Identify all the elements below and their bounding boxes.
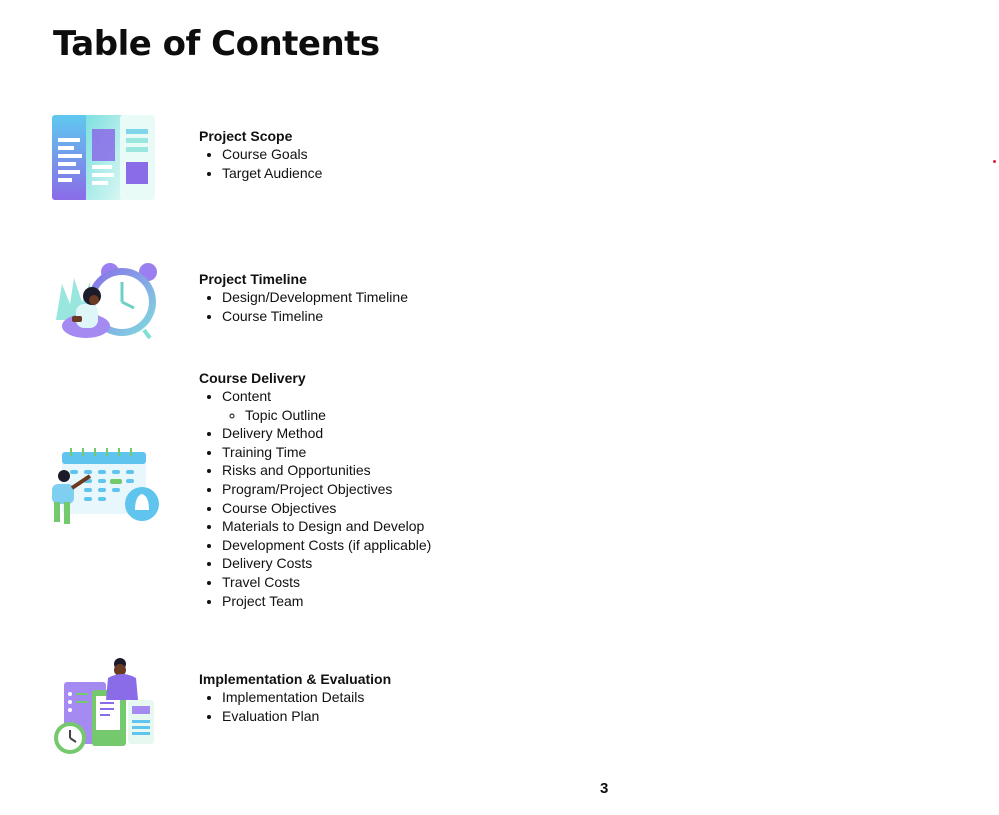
list-item: • Target Audience (222, 164, 322, 183)
toc-section-implementation-evaluation (199, 670, 391, 725)
list-item: • Course Timeline (222, 307, 408, 326)
list-item: • Delivery Method (222, 424, 431, 443)
list-item: • Materials to Design and Develop (222, 517, 431, 536)
list-item: • Design/Development Timeline (222, 288, 408, 307)
toc-section-course-delivery (199, 369, 431, 610)
section-item-list (199, 145, 322, 182)
sub-item-list (222, 406, 431, 425)
page-title: Table of Contents (53, 24, 380, 64)
calendar-person-icon (48, 448, 162, 528)
section-item-list (199, 688, 391, 725)
list-item: • Risks and Opportunities (222, 461, 431, 480)
sub-list-item: ◦ Topic Outline (245, 406, 431, 425)
toc-section-project-scope (199, 127, 322, 182)
section-heading: Implementation & Evaluation (199, 671, 392, 687)
list-item: • Travel Costs (222, 573, 431, 592)
list-item: • Training Time (222, 443, 431, 462)
list-item: • Evaluation Plan (222, 707, 391, 726)
list-item: • Course Objectives (222, 499, 431, 518)
list-item-label: Content (222, 388, 272, 404)
checklist-clock-person-icon (52, 656, 158, 756)
list-item: • Implementation Details (222, 688, 391, 707)
section-heading: Project Timeline (199, 271, 307, 287)
alarm-clock-person-icon (52, 260, 160, 342)
section-heading: Course Delivery (199, 370, 306, 386)
list-item: • Program/Project Objectives (222, 480, 431, 499)
list-item: • Course Goals (222, 145, 322, 164)
toc-section-project-timeline (199, 270, 408, 325)
list-item: • Project Team (222, 592, 431, 611)
list-item: • Delivery Costs (222, 554, 431, 573)
section-heading: Project Scope (199, 128, 293, 144)
page-number: 3 (600, 780, 609, 797)
documents-layout-icon (52, 115, 156, 201)
section-item-list (199, 288, 408, 325)
section-item-list (199, 387, 431, 610)
list-item (222, 387, 431, 424)
red-dot-mark (993, 160, 996, 163)
list-item: • Development Costs (if applicable) (222, 536, 431, 555)
